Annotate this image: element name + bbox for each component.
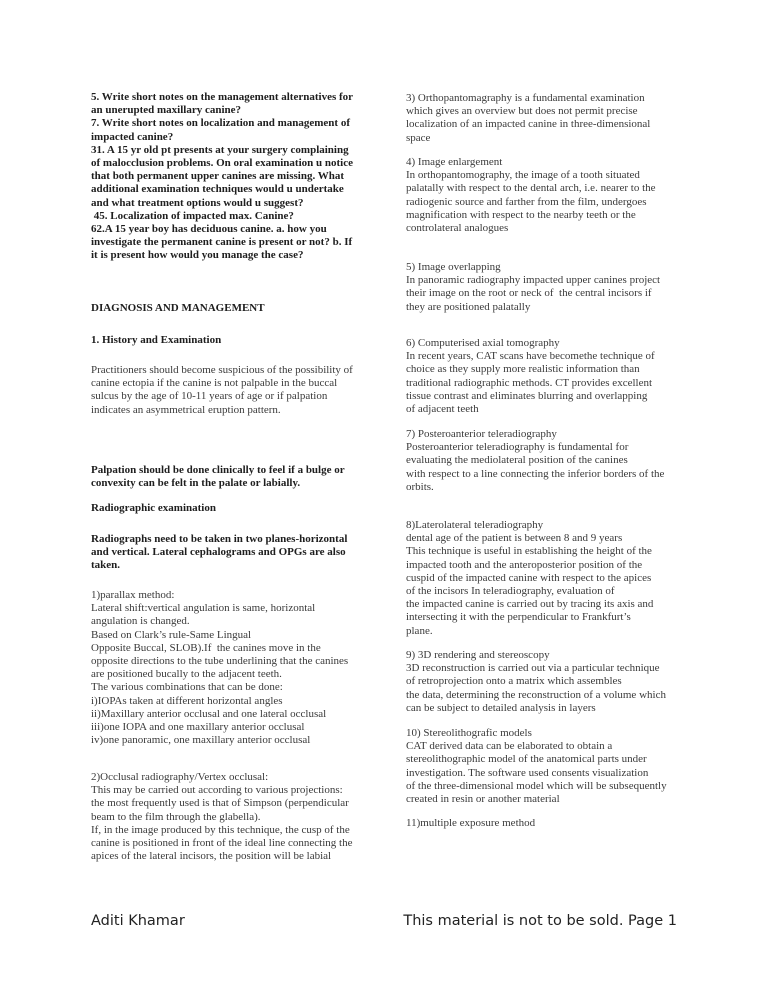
radiographs-paragraph: Radiographs need to be taken in two planes-horizontal and vertical. Lateral cephalograms and OPGs are also taken. [91,533,348,572]
radiographic-heading: Radiographic examination [91,502,216,514]
history-heading: 1. History and Examination [91,334,222,346]
item-image-overlapping: 5) Image overlapping In panoramic radiography impacted upper canines project their image on the root or neck of the central incisors if they are positioned palatally [406,261,661,313]
item-3d-rendering: 9) 3D rendering and stereoscopy 3D reconstruction is carried out via a particular technique of retroprojection onto a matrix which assembles the data, determining the reconstruction of a volume which can be subject to detailed analysis in layers [406,649,666,714]
item-cat: 6) Computerised axial tomography In recent years, CAT scans have becomethe technique of choice as they supply more realistic information than traditional radiographic methods. CT provides excellent tissue contrast and eliminates blurring and overlapping of adjacent teeth [406,337,655,416]
item-image-enlargement: 4) Image enlargement In orthopantomography, the image of a tooth situated palatally with respect to the dental arch, i.e. nearer to the radiogenic source and farther from the film, undergoes magnification with respect to the nearby teeth or the controlateral analogues [406,156,656,235]
item-multiple-exposure: 11)multiple exposure method [406,817,536,829]
section-heading: DIAGNOSIS AND MANAGEMENT [91,302,265,314]
palpation-paragraph: Palpation should be done clinically to feel if a bulge or convexity can be felt in the palate or labially. [91,464,345,490]
footer-author: Aditi Khamar [91,913,185,929]
item-pa-teleradiography: 7) Posteroanterior teleradiography Posteroanterior teleradiography is fundamental for evaluating the mediolateral position of the canines with respect to a line connecting the inferior borders of the orbits. [406,428,665,493]
item-orthopantomography: 3) Orthopantomagraphy is a fundamental examination which gives an overview but does not permit precise localization of an impacted canine in three-dimensional space [406,92,651,144]
item-stereolithographic: 10) Stereolithografic models CAT derived data can be elaborated to obtain a stereolithographic model of the anatomical parts under investigation. The software used consents visualization of the three-dimensional model which will be subsequently created in resin or another material [406,727,667,806]
occlusal-radiography: 2)Occlusal radiography/Vertex occlusal: This may be carried out according to various projections: the most frequently used is that of Simpson (perpendicular beam to the film through the glabella). If, in the image produced by this technique, the cusp of the canine is positioned in front of the ideal line connecting the apices of the lateral incisors, the position will be labial [91,771,353,863]
item-ll-teleradiography: 8)Laterolateral teleradiography dental age of the patient is between 8 and 9 years This technique is useful in establishing the height of the impacted tooth and the anteroposterior position of the cuspid of the impacted canine with respect to the apices of the incisors In teleradiography, evaluation of the impacted canine is carried out by tracing its axis and intersecting it with the perpendicular to Frankfurt’s plane. [406,519,654,637]
exam-questions: 5. Write short notes on the management alternatives for an unerupted maxillary canine? 7. Write short notes on localization and management of impacted canine? 31. A 15 yr old pt presents at your surgery complaining of malocclusion problems. On oral examination u notice that both permanent upper canines are missing. What additional examination techniques would u undertake and what treatment options would u suggest? 45. Localization of impacted max. Canine? 62.A 15 year boy has deciduous canine. a. how you investigate the permanent canine is present or not? b. If it is present how would you manage the case? [91,91,354,262]
footer-notice: This material is not to be sold. Page 1 [403,913,677,929]
practitioners-paragraph: Practitioners should become suspicious of the possibility of canine ectopia if the canine is not palpable in the buccal sulcus by the age of 10-11 years of age or if palpation indicates an asymmetrical eruption pattern. [91,364,353,416]
parallax-method: 1)parallax method: Lateral shift:vertical angulation is same, horizontal angulation is changed. Based on Clark’s rule-Same Lingual Opposite Buccal, SLOB).If the canines move in the opposite directions to the tube underlining that the canines are positioned bucally to the adjacent teeth. The various combinations that can be done: i)IOPAs taken at different horizontal angles ii)Maxillary anterior occlusal and one lateral occlusal iii)one IOPA and one maxillary anterior occlusal iv)one panoramic, one maxillary anterior occlusal [91,589,349,747]
